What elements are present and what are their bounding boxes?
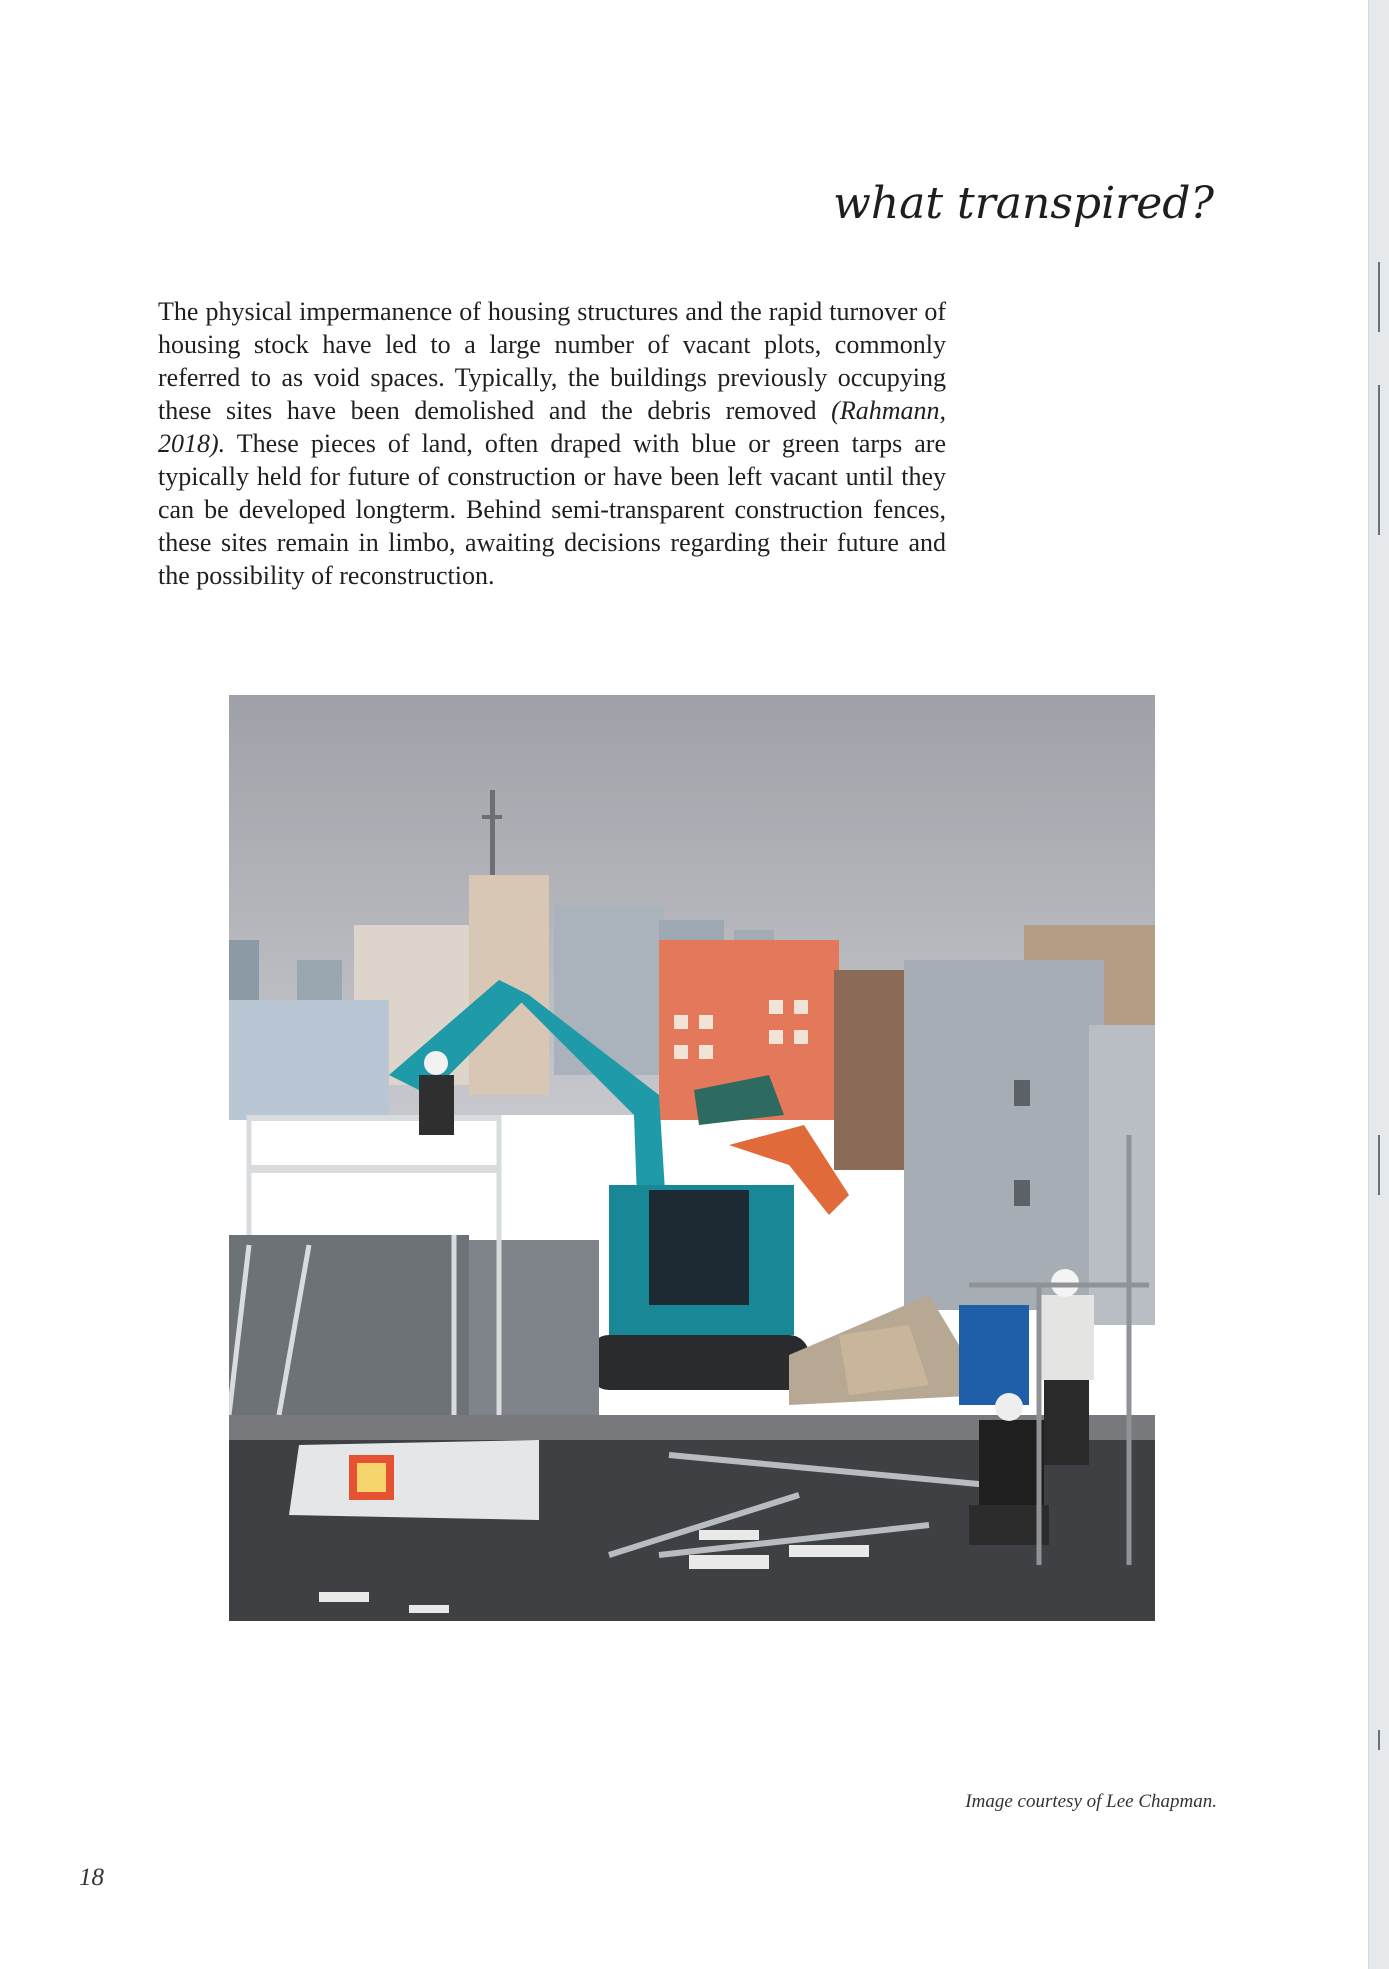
paragraph-text-end: These pieces of land, often draped with blue or green tarps are typically held for future of construction or have been left vacant until they can be developed longterm. Behind semi-transparent construction fences, these sites remain in limbo, awaiting decisions regarding their future and the possibility of reconstruction. (158, 429, 946, 590)
paragraph-text-start: The physical impermanence of housing structures and the rapid turnover of housing stock have led to a large number of vacant plots, commonly referred to as void spaces. Typically, the buildings previously occupying these sites have been demolished and the debris removed (158, 297, 946, 425)
body-paragraph (158, 295, 946, 592)
edge-mark (1378, 1135, 1380, 1195)
page-edge (1368, 0, 1389, 1969)
citation: (Rahmann, 2018). (158, 396, 946, 458)
edge-mark (1378, 1730, 1380, 1750)
page-number: 18 (79, 1864, 104, 1891)
edge-mark (1378, 262, 1380, 332)
image-caption: Image courtesy of Lee Chapman. (965, 1791, 1217, 1812)
section-heading: what transpired? (833, 178, 1214, 229)
edge-mark (1378, 385, 1380, 535)
demolition-site-photo (229, 695, 1155, 1621)
